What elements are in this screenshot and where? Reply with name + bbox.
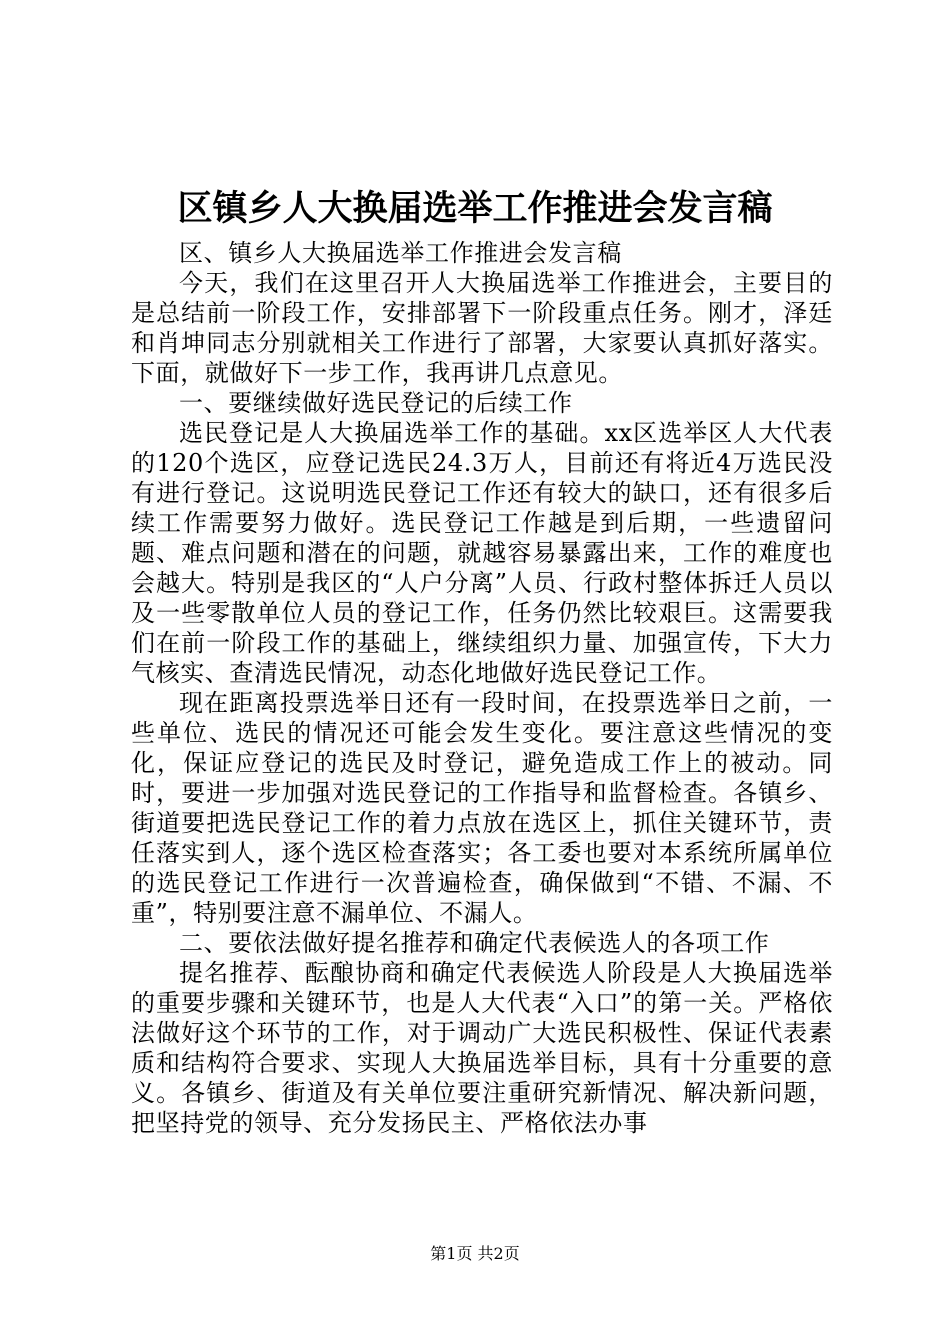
section-heading-2: 二、要依法做好提名推荐和确定代表候选人的各项工作 — [179, 929, 770, 957]
document-title: 区镇乡人大换届选举工作推进会发言稿 — [177, 188, 773, 229]
body-paragraph: 现在距离投票选举日还有一段时间，在投票选举日之前，一些单位、选民的情况还可能会发生变化。要注意这些情况的变化，保证应登记的选民及时登记，避免造成工作上的被动。同时，要进一步加强对选民登记的工作指导和监督检查。各镇乡、街道要把选民登记工作的着力点放在选区上，抓住关键环节，责任落实到人，逐个选区检查落实；各工委也要对本系统所属单位的选民登记工作进行一次普遍检查，确保做到“不错、不漏、不重”，特别要注意不漏单位、不漏人。 — [131, 689, 833, 927]
document-body — [131, 238, 833, 1138]
body-paragraph: 提名推荐、酝酿协商和确定代表候选人阶段是人大换届选举的重要步骤和关键环节，也是人大代表“入口”的第一关。严格依法做好这个环节的工作，对于调动广大选民积极性、保证代表素质和结构符合要求、实现人大换届选举目标，具有十分重要的意义。各镇乡、街道及有关单位要注重研究新情况、解决新问题，把坚持党的领导、充分发扬民主、严格依法办事 — [131, 959, 833, 1137]
subtitle-paragraph: 区、镇乡人大换届选举工作推进会发言稿 — [179, 239, 622, 267]
page-footer: 第1页 共2页 — [430, 1244, 520, 1263]
intro-paragraph: 今天，我们在这里召开人大换届选举工作推进会，主要目的是总结前一阶段工作，安排部署下一阶段重点任务。刚才，泽廷和肖坤同志分别就相关工作进行了部署，大家要认真抓好落实。下面，就做好下一步工作，我再讲几点意见。 — [131, 269, 833, 387]
section-heading-1: 一、要继续做好选民登记的后续工作 — [179, 389, 573, 417]
body-paragraph: 选民登记是人大换届选举工作的基础。xx区选举区人大代表的120个选区，应登记选民24.3万人，目前还有将近4万选民没有进行登记。这说明选民登记工作还有较大的缺口，还有很多后续工作需要努力做好。选民登记工作越是到后期，一些遗留问题、难点问题和潜在的问题，就越容易暴露出来，工作的难度也会越大。特别是我区的“人户分离”人员、行政村整体拆迁人员以及一些零散单位人员的登记工作，任务仍然比较艰巨。这需要我们在前一阶段工作的基础上，继续组织力量、加强宣传，下大力气核实、查清选民情况，动态化地做好选民登记工作。 — [131, 419, 833, 687]
